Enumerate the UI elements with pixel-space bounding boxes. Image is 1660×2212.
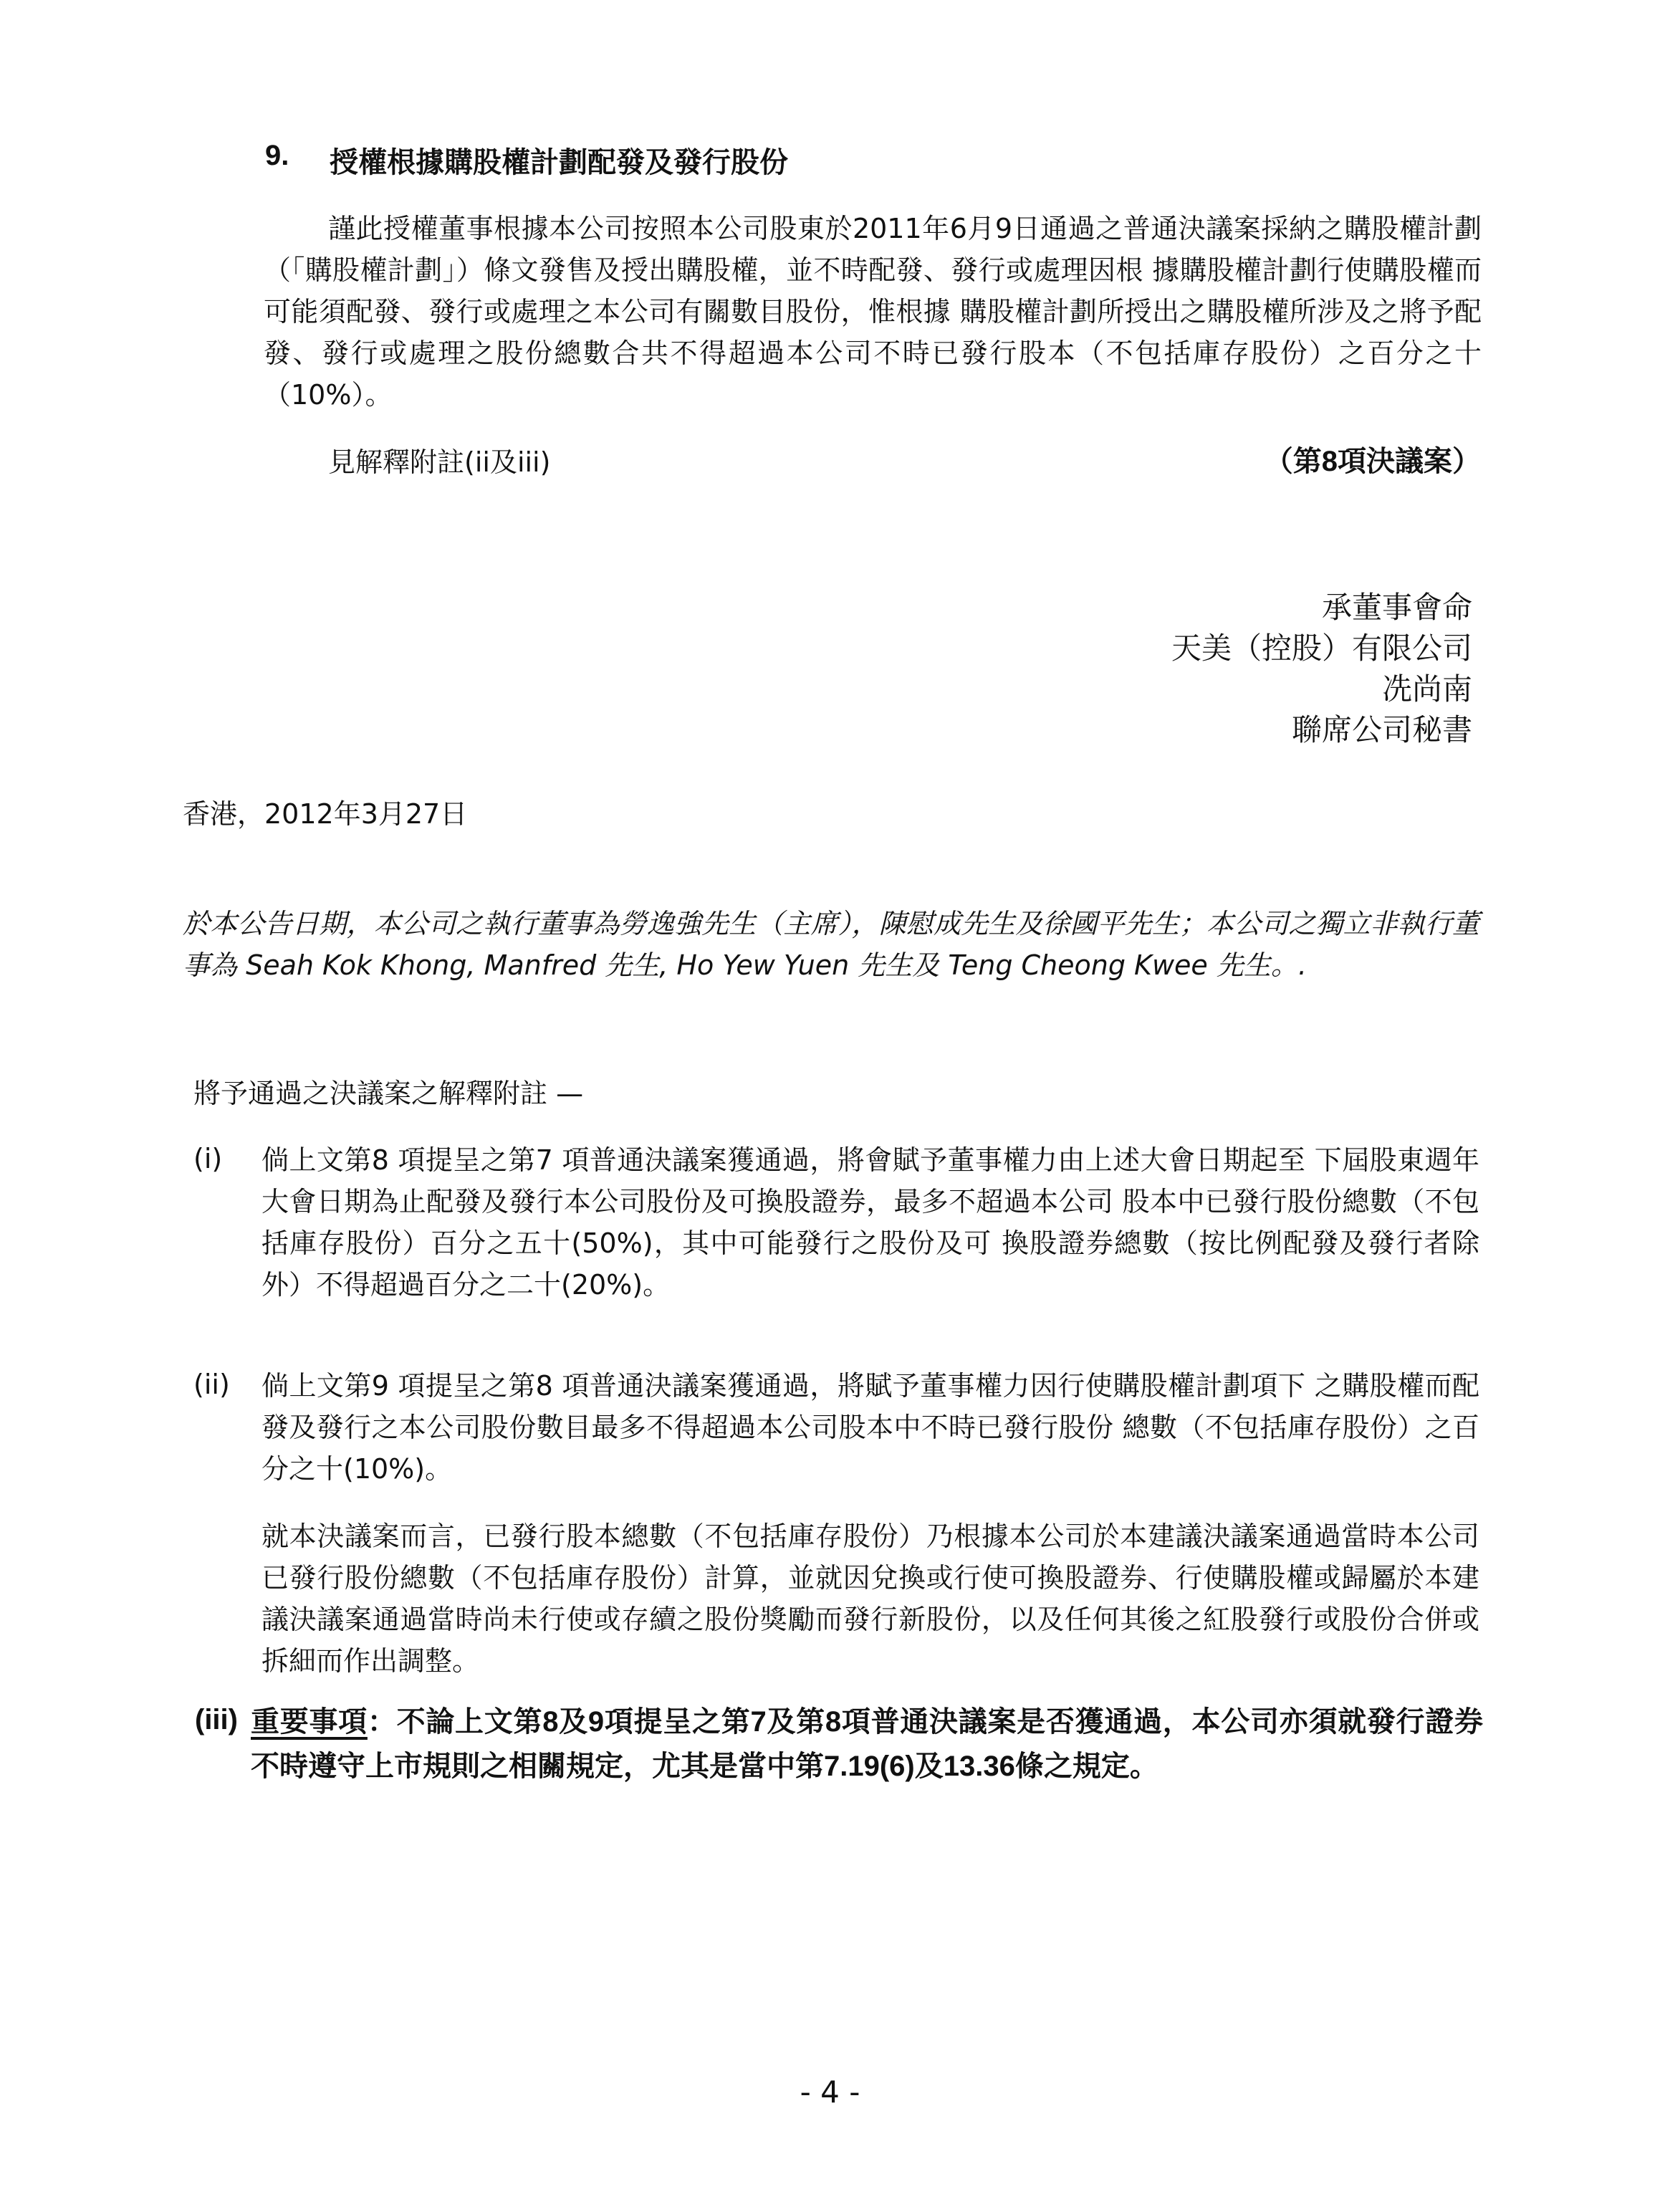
section-title: 授權根據購股權計劃配發及發行股份: [330, 147, 788, 178]
note-text: 倘上文第8 項提呈之第7 項普通決議案獲通過，將會賦予董事權力由上述大會日期起至 下屆股東週年大會日期為止配發及發行本公司股份及可換股證券，最多不超過本公司 股本中已發行股份總數（不包括庫存股份）百分之五十(50%)，其中可能發行之股份及可 換股證券總數（按比例配發及發行者除外）不得超過百分之二十(20%)。: [262, 1144, 1479, 1301]
note-text: [251, 1700, 1483, 1789]
page-number: - 4 -: [800, 2074, 860, 2110]
section-body: 謹此授權董事根據本公司按照本公司股東於2011年6月9日通過之普通決議案採納之購股權計劃（「購股權計劃」）條文發售及授出購股權，並不時配發、發行或處理因根 據購股權計劃行使購股權而可能須配發、發行或處理之本公司有關數目股份，惟根據 購股權計劃所授出之購股權所涉及之將予配發、發行或處理之股份總數合共不得超過本公司不時已發行股本（不包括庫存股份）之百分之十（10%）。: [264, 213, 1482, 411]
note-text: 倘上文第9 項提呈之第8 項普通決議案獲通過，將賦予董事權力因行使購股權計劃項下 之購股權而配發及發行之本公司股份數目最多不得超過本公司股本中不時已發行股份 總數（不包括庫存股份）之百分之十(10%)。: [262, 1370, 1479, 1485]
section-number: 9.: [265, 140, 289, 171]
notes-title: 將予通過之決議案之解釋附註 —: [193, 1078, 584, 1109]
note-label: (i): [193, 1143, 223, 1174]
signature-title: 聯席公司秘書: [1291, 712, 1472, 747]
directors-statement: 於本公告日期，本公司之執行董事為勞逸強先生（主席），陳慰成先生及徐國平先生；本公司之獨立非執行董事為 Seah Kok Khong, Manfred 先生, Ho Yew Yuen 先生及 Teng Cheong Kwee 先生。.: [183, 908, 1479, 981]
important-text: ：不論上文第8及9項提呈之第7及第8項普通決議案是否獲通過，本公司亦須就發行證券不時遵守上市規則之相關規定，尤其是當中第7.19(6)及13.36條之規定。: [251, 1706, 1484, 1782]
resolution-reference: （第8項決議案）: [1264, 446, 1481, 477]
note-label: (ii): [193, 1369, 230, 1400]
important-emphasis: 重要事項: [251, 1706, 368, 1738]
signature-line-board: 承董事會命: [1321, 590, 1472, 625]
note-label: (iii): [195, 1704, 238, 1735]
note-reference: 見解釋附註(ii及iii): [328, 446, 551, 478]
signature-name: 冼尚南: [1381, 671, 1472, 707]
date-line: 香港，2012年3月27日: [183, 798, 468, 830]
note-text-continued: 就本決議案而言，已發行股本總數（不包括庫存股份）乃根據本公司於本建議決議案通過當時本公司已發行股份總數（不包括庫存股份）計算，並就因兌換或行使可換股證券、行使購股權或歸屬於本建議決議案通過當時尚未行使或存續之股份獎勵而發行新股份，以及任何其後之紅股發行或股份合併或拆細而作出調整。: [262, 1521, 1479, 1677]
signature-company: 天美（控股）有限公司: [1171, 631, 1472, 666]
